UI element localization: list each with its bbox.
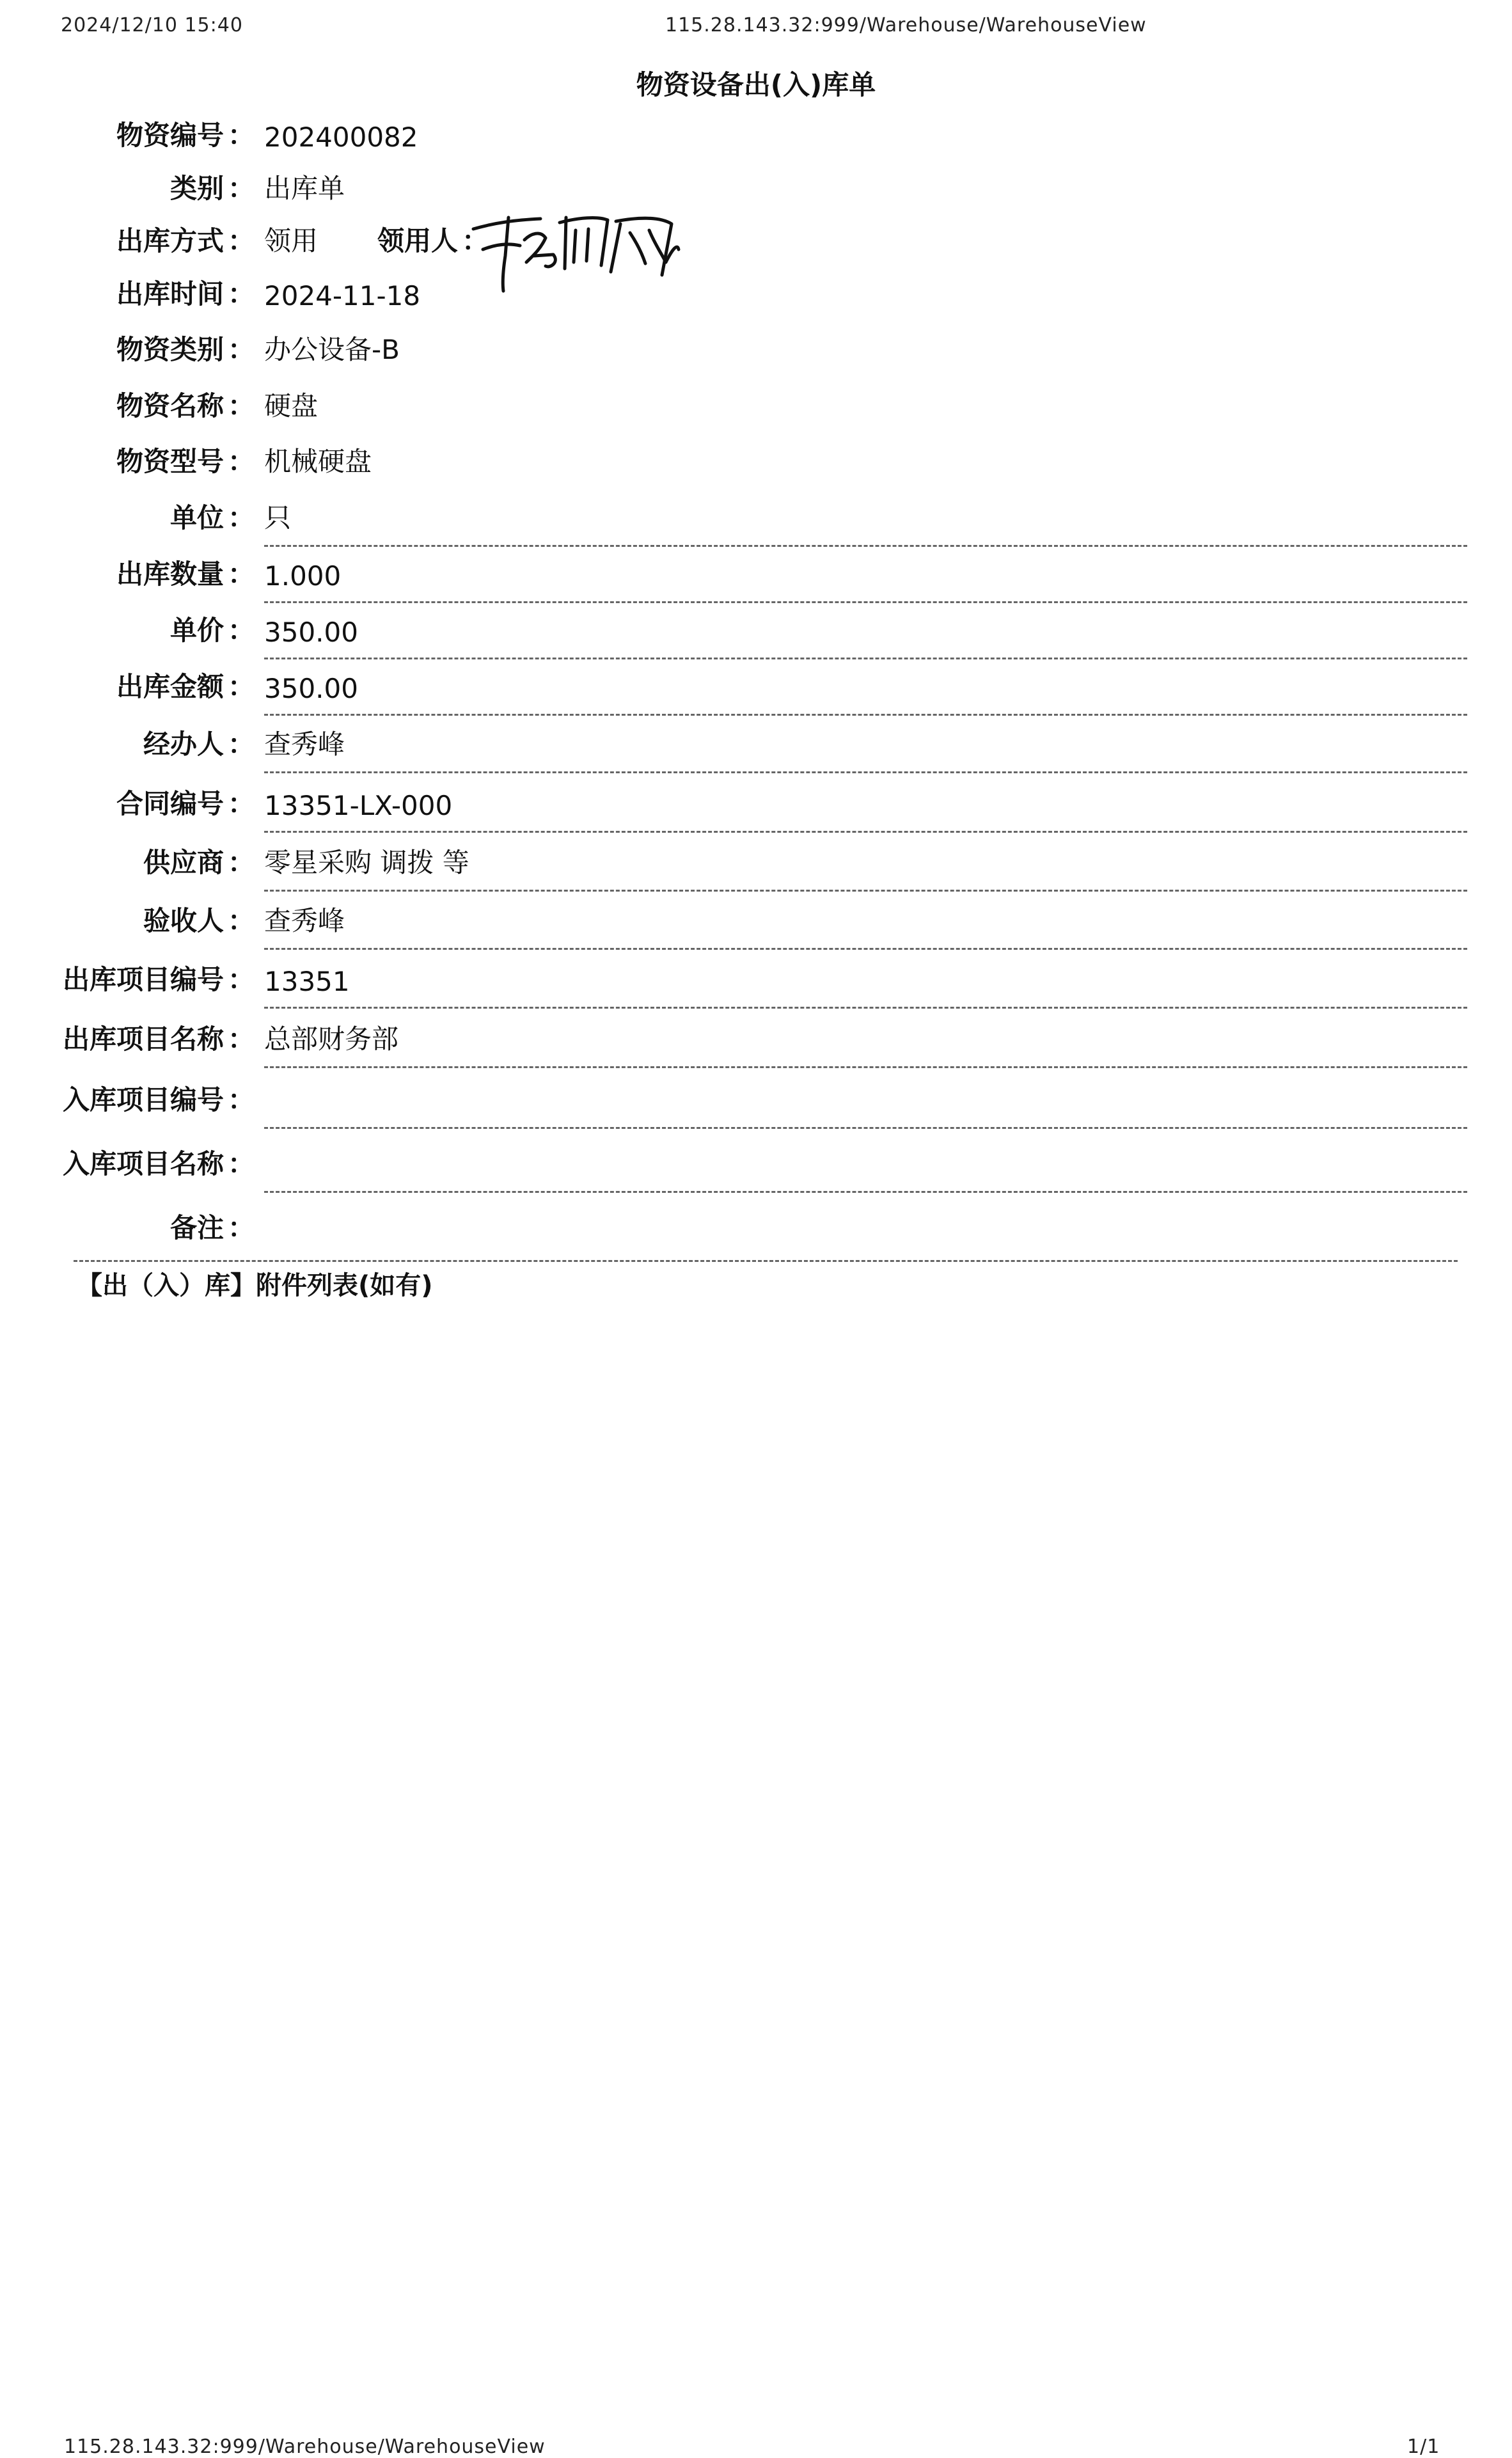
attachments-label: 【出（入）库】附件列表(如有) [77, 1271, 433, 1300]
document-title: 物资设备出(入)库单 [636, 69, 876, 100]
field-value: 13351 [264, 966, 350, 997]
field-label: 出库方式 ： [116, 225, 255, 256]
dashed-underline [264, 1007, 1467, 1009]
field-value: 出库单 [264, 173, 345, 204]
field-row-supplier [0, 833, 1512, 884]
field-row-in-project-name [0, 1134, 1512, 1185]
field-label: 物资型号 ： [116, 446, 255, 477]
field-label: 出库数量 ： [116, 558, 255, 590]
field-label: 供应商 ： [143, 847, 255, 878]
field-row-quantity [0, 544, 1512, 595]
field-label: 入库项目名称 ： [62, 1148, 255, 1179]
field-value: 查秀峰 [264, 729, 345, 760]
dashed-underline [264, 771, 1467, 773]
field-row-item-name [0, 376, 1512, 427]
field-row-unit [0, 488, 1512, 539]
field-label: 出库金额 ： [116, 671, 255, 702]
print-header-datetime: 2024/12/10 15:40 [61, 14, 243, 36]
field-row-item-model [0, 432, 1512, 483]
field-row-handler [0, 714, 1512, 766]
field-row-inspector [0, 891, 1512, 942]
field-row-out-project-number [0, 950, 1512, 1001]
attachments-divider [74, 1260, 1458, 1262]
field-label: 备注 ： [169, 1212, 255, 1243]
field-value: 1.000 [264, 560, 342, 592]
field-row-outbound-method [0, 211, 1512, 262]
field-label: 验收人 ： [143, 905, 255, 936]
field-label: 物资名称 ： [116, 390, 255, 421]
field-row-amount [0, 657, 1512, 708]
field-row-category [0, 159, 1512, 210]
dashed-underline [264, 1191, 1467, 1193]
field-value: 零星采购 调拨 等 [264, 847, 469, 878]
field-row-in-project-number [0, 1070, 1512, 1121]
field-value: 只 [264, 502, 292, 533]
field-value: 202400082 [264, 122, 418, 153]
field-label: 类别 ： [169, 173, 255, 204]
field-value: 领用 [264, 225, 319, 256]
field-label: 出库时间 ： [116, 278, 255, 310]
field-row-item-category [0, 320, 1512, 371]
field-label: 单价 ： [169, 615, 255, 646]
dashed-underline [264, 1066, 1467, 1068]
field-label: 出库项目名称 ： [62, 1023, 255, 1055]
field-value: 办公设备-B [264, 334, 400, 365]
field-label: 经办人 ： [143, 729, 255, 760]
field-value: 总部财务部 [264, 1023, 399, 1055]
field-label: 出库项目编号 ： [62, 964, 255, 995]
field-row-outbound-time [0, 264, 1512, 315]
field-row-contract-number [0, 774, 1512, 825]
field-label: 物资类别 ： [116, 334, 255, 365]
field-value: 查秀峰 [264, 905, 345, 936]
field-value: 机械硬盘 [264, 446, 372, 477]
dashed-underline [264, 1127, 1467, 1129]
field-value: 350.00 [264, 673, 358, 704]
field-label: 单位 ： [169, 502, 255, 533]
field-value: 硬盘 [264, 390, 319, 421]
field-row-out-project-name [0, 1009, 1512, 1060]
field-label: 入库项目编号 ： [62, 1084, 255, 1115]
field-row-remarks [0, 1198, 1512, 1249]
field-label: 物资编号 ： [116, 120, 255, 151]
field-label: 合同编号 ： [116, 788, 255, 819]
recipient-signature [470, 205, 681, 301]
print-footer-url: 115.28.143.32:999/Warehouse/WarehouseView [64, 2436, 546, 2458]
field-value: 350.00 [264, 617, 358, 648]
field-value: 2024-11-18 [264, 280, 421, 311]
print-footer-page: 1/1 [1407, 2436, 1440, 2458]
recipient-label: 领用人 ： [377, 225, 489, 256]
field-row-unit-price [0, 601, 1512, 652]
field-value: 13351-LX-000 [264, 790, 453, 821]
field-row-item-number [0, 106, 1512, 157]
print-header-url: 115.28.143.32:999/Warehouse/WarehouseView [665, 14, 1147, 36]
